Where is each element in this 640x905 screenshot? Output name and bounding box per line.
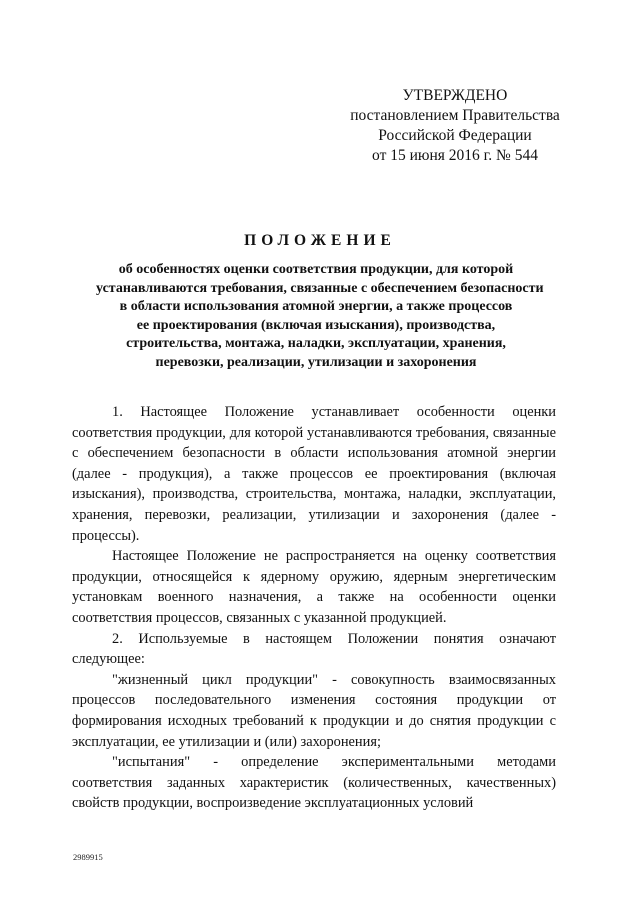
subtitle-line: устанавливаются требования, связанные с обеспечением безопасности: [96, 280, 544, 296]
approval-line-3: от 15 июня 2016 г. № 544: [372, 147, 538, 164]
subtitle-line: в области использования атомной энергии, а также процессов: [119, 299, 513, 314]
definition-testing: "испытания" - определение экспериментальными методами соответствия заданных характеристик (количественных, качественных) свойств продукции, воспроизведение эксплуатационных условий: [72, 754, 556, 812]
subtitle-line: строительства, монтажа, наладки, эксплуатации, хранения,: [126, 336, 506, 351]
definition-lifecycle: "жизненный цикл продукции" - совокупность взаимосвязанных процессов последовательного изменения состояния продукции от формирования исходных требований к продукции и до снятия продукции с эксплуатации, ее утилизации и (или) захоронения;: [72, 671, 556, 750]
paragraph-2: Настоящее Положение не распространяется на оценку соответствия продукции, относящейся к ядерному оружию, ядерным энергетическим установкам военного назначения, а также на особенности оценки соответствия процессов, связанных с указанной продукцией.: [72, 548, 556, 626]
document-subtitle: [96, 261, 544, 372]
paragraph-1: 1. Настоящее Положение устанавливает особенности оценки соответствия продукции, для которой устанавливаются требования, связанные с обеспечением безопасности в области использования атомной энергии (далее - продукция), а также процессов ее проектирования (включая изыскания), производства, строительства, монтажа, наладки, эксплуатации, хранения, перевозки, реализации, утилизации и захоронения (далее - процессы).: [72, 404, 556, 544]
document-code: 2989915: [73, 852, 103, 862]
document-title: ПОЛОЖЕНИЕ: [244, 232, 396, 249]
document-body: [72, 402, 556, 814]
approval-line-2: Российской Федерации: [378, 127, 532, 144]
subtitle-line: перевозки, реализации, утилизации и захоронения: [155, 354, 477, 370]
approval-line-1: постановлением Правительства: [350, 107, 560, 124]
paragraph-3: 2. Используемые в настоящем Положении понятия означают следующее:: [72, 630, 556, 668]
subtitle-line: об особенностях оценки соответствия продукции, для которой: [118, 262, 514, 277]
approval-block: [320, 86, 590, 166]
approval-status: УТВЕРЖДЕНО: [402, 87, 508, 104]
subtitle-line: ее проектирования (включая изыскания), производства,: [136, 317, 496, 333]
